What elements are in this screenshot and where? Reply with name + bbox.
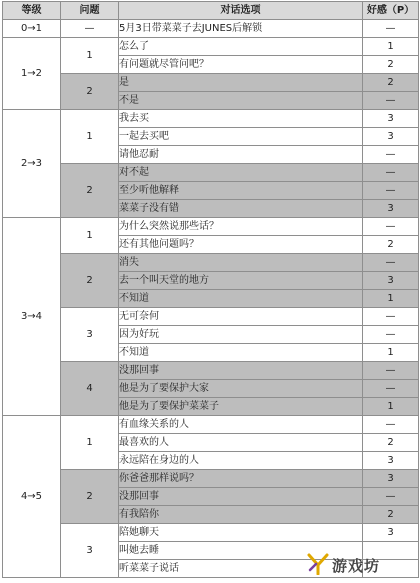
level-cell: 1→2 (3, 38, 61, 110)
option-cell: 因为好玩 (119, 326, 363, 344)
option-cell: 无可奈何 (119, 308, 363, 326)
points-cell: — (363, 326, 419, 344)
question-cell: 3 (61, 308, 119, 362)
header-row (3, 2, 419, 20)
option-cell: 为什么突然说那些话？ (119, 218, 363, 236)
points-cell: — (363, 380, 419, 398)
option-cell: 还有其他问题吗？ (119, 236, 363, 254)
question-cell: 2 (61, 254, 119, 308)
table-row (3, 110, 419, 128)
points-cell: 2 (363, 434, 419, 452)
watermark-text: 游戏坊 (332, 557, 381, 575)
points-cell: — (363, 92, 419, 110)
points-cell: — (363, 254, 419, 272)
points-cell: 3 (363, 272, 419, 290)
option-cell: 你爸爸那样说吗？ (119, 470, 363, 488)
points-cell: 2 (363, 56, 419, 74)
points-cell: 3 (363, 200, 419, 218)
option-cell: 有我陪你 (119, 506, 363, 524)
question-cell: 2 (61, 74, 119, 110)
option-cell: 5月3日带菜菜子去JUNES后解锁 (119, 20, 363, 38)
question-cell: 2 (61, 164, 119, 218)
option-cell: 去一个叫天堂的地方 (119, 272, 363, 290)
points-cell: 3 (363, 524, 419, 542)
option-cell: 陪她聊天 (119, 524, 363, 542)
question-cell: 3 (61, 524, 119, 578)
level-cell: 4→5 (3, 416, 61, 578)
table-body (3, 20, 419, 578)
option-cell: 有问题就尽管问吧？ (119, 56, 363, 74)
level-cell: 2→3 (3, 110, 61, 218)
option-cell: 怎么了 (119, 38, 363, 56)
table-row (3, 164, 419, 182)
points-cell: 2 (363, 506, 419, 524)
table-row (3, 20, 419, 38)
points-cell: — (363, 488, 419, 506)
points-cell: 3 (363, 452, 419, 470)
option-cell: 对不起 (119, 164, 363, 182)
question-cell: 1 (61, 218, 119, 254)
option-cell: 是 (119, 74, 363, 92)
table-row (3, 254, 419, 272)
points-cell: — (363, 146, 419, 164)
points-cell: 3 (363, 470, 419, 488)
option-cell: 永远陪在身边的人 (119, 452, 363, 470)
points-cell: 1 (363, 38, 419, 56)
table-row (3, 308, 419, 326)
points-cell: 1 (363, 344, 419, 362)
table-row (3, 362, 419, 380)
option-cell: 不是 (119, 92, 363, 110)
header-question: 问题 (61, 2, 119, 20)
option-cell: 一起去买吧 (119, 128, 363, 146)
option-cell: 至少听他解释 (119, 182, 363, 200)
points-cell: — (363, 218, 419, 236)
points-cell: — (363, 182, 419, 200)
question-cell: — (61, 20, 119, 38)
points-cell: 3 (363, 110, 419, 128)
points-cell: — (363, 164, 419, 182)
level-cell: 3→4 (3, 218, 61, 416)
table-row (3, 524, 419, 542)
question-cell: 2 (61, 470, 119, 524)
question-cell: 4 (61, 362, 119, 416)
brand-logo-icon (306, 553, 330, 575)
option-cell: 不知道 (119, 290, 363, 308)
points-cell: — (363, 308, 419, 326)
option-cell: 菜菜子没有错 (119, 200, 363, 218)
points-cell: 2 (363, 74, 419, 92)
option-cell: 没那回事 (119, 362, 363, 380)
points-cell: 3 (363, 128, 419, 146)
table-row (3, 38, 419, 56)
option-cell: 我去买 (119, 110, 363, 128)
points-cell: 2 (363, 236, 419, 254)
option-cell: 没那回事 (119, 488, 363, 506)
points-cell: — (363, 416, 419, 434)
points-cell: — (363, 362, 419, 380)
question-cell: 1 (61, 38, 119, 74)
affinity-table (2, 1, 419, 578)
option-cell: 消失 (119, 254, 363, 272)
option-cell: 请他忍耐 (119, 146, 363, 164)
option-cell: 最喜欢的人 (119, 434, 363, 452)
option-cell: 他是为了要保护大家 (119, 380, 363, 398)
table-row (3, 416, 419, 434)
question-cell: 1 (61, 110, 119, 164)
option-cell: 听菜菜子说话 (119, 560, 363, 578)
option-cell: 他是为了要保护菜菜子 (119, 398, 363, 416)
table-row (3, 470, 419, 488)
option-cell: 有血缘关系的人 (119, 416, 363, 434)
option-cell: 叫她去睡 (119, 542, 363, 560)
header-options: 对话选项 (119, 2, 363, 20)
table-row (3, 218, 419, 236)
points-cell: 1 (363, 290, 419, 308)
option-cell: 不知道 (119, 344, 363, 362)
question-cell: 1 (61, 416, 119, 470)
level-cell: 0→1 (3, 20, 61, 38)
table-row (3, 74, 419, 92)
points-cell: — (363, 20, 419, 38)
header-level: 等级 (3, 2, 61, 20)
points-cell: 1 (363, 398, 419, 416)
header-points: 好感（P） (363, 2, 419, 20)
